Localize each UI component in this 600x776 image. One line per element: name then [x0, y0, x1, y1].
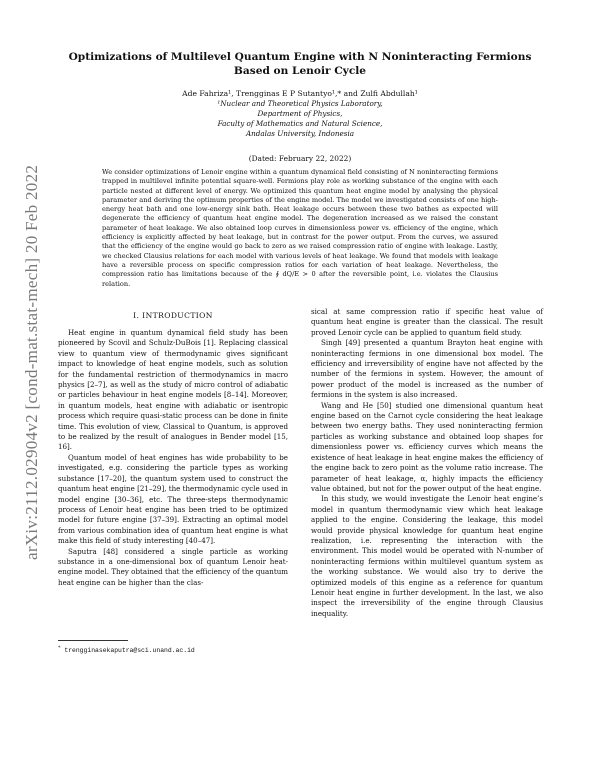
abstract: We consider optimizations of Lenoir engine within a quantum dynamical field consisting of N noninteracting fermions trapped in multilevel infinite potential square-well. Fermions play role as working substance of the engine with each particle nested at different level of energy. We optimized this quantum heat engine model by analysing the physical parameter and deriving the optimum properties of the engine model. The model we investigated consists of one high-energy heat bath and one low-energy sink bath. Heat leakage occurs between these two bathes as expected will degenerate the efficiency of quantum heat engine model. The degeneration increased as we raised the constant parameter of heat leakage. We also obtained loop curves in dimensionless power vs. efficiency of the engine, which efficiency is explicitly affected by heat leakage, but in contrast for the power output. From the curves, we assured that the efficiency of the engine would go back to zero as we raised compression ratio of engine with leakage. Lastly, we checked Clausius relations for each model with various levels of heat leakage. We found that models with leakage have a reversible process on specific compression ratios for each variation of heat leakage. Nevertheless, the compression ratio has limitations because of the ∮ dQ/E > 0 after the reversible point, i.e. violates the Clausius relation. [102, 168, 498, 288]
author-list: Ade Fahriza¹, Trengginas E P Sutantyo¹,* and Zulfi Abdullah¹ [182, 89, 418, 98]
paragraph: Heat engine in quantum dynamical field study has been pioneered by Scovil and Schulz-DuBois [1]. Replacing classical view to quantum view of thermodynamic gives significant impact to knowledge of heat engine models, such as solution for the fundamental restriction of thermodynamics in macro physics [2–7], as well as the study of micro control of adiabatic or particles behaviour in heat engine models [8–14]. Moreover, in quantum models, heat engine with adiabatic or isentropic process which require quasi-static process can be done in finite time. This evolution of view, Classical to Quantum, is approved to be realized by the result of analogues in Bender model [15, 16]. [58, 328, 288, 452]
paper-title: Optimizations of Multilevel Quantum Engine with N Noninteracting Fermions Based on Lenoir Cycle [68, 51, 532, 77]
affiliation-line: ¹Nuclear and Theoretical Physics Laboratory, [217, 99, 383, 108]
paragraph: In this study, we would investigate the Lenoir heat engine’s model in quantum thermodynamic view which heat leakage applied to the engine. Considering the leakage, this model would provide physical knowledge for quantum heat engine realization, i.e. representing the interaction with the environment. This model would be operated with N-number of noninteracting fermions within multilevel quantum system as the working substance. We would also try to derive the optimized models of this engine as a reference for quantum Lenoir heat engine in further development. In the last, we also inspect the irreversibility of the engine through Clausius inequality. [311, 494, 543, 618]
affiliation-line: Andalas University, Indonesia [245, 129, 355, 138]
affiliation-line: Faculty of Mathematics and Natural Science, [217, 119, 383, 128]
paragraph: Saputra [48] considered a single particle as working substance in a one-dimensional box of quantum Lenoir heat-engine model. They obtained that the efficiency of the quantum heat engine can be higher than the clas- [58, 546, 288, 587]
affiliation-line: Department of Physics, [257, 109, 343, 118]
affiliation [60, 99, 540, 139]
left-column [58, 328, 288, 588]
right-column [311, 307, 543, 619]
arxiv-identifier[interactable]: arXiv:2112.02904v2 [cond-mat.stat-mech] 20 Feb 2022 [22, 164, 41, 560]
paragraph: Quantum model of heat engines has wide probability to be investigated, e.g. considering the particle types as working substance [17–20], the quantum system used to construct the quantum heat engine [21–29], the thermodynamic cycle used in model engine [30–36], etc. The three-steps thermodynamic process of Lenoir heat engine has been tried to be optimized model for future engine [37–39]. Extracting an optimal model from various combination idea of quantum heat engine is what make this field of study interesting [40–47]. [58, 452, 288, 546]
footnote [58, 645, 195, 654]
date-line: (Dated: February 22, 2022) [248, 154, 352, 163]
footnote-marker: * [58, 645, 61, 651]
paragraph: Singh [49] presented a quantum Brayton heat engine with noninteracting fermions in one dimensional box model. The efficiency and irreversibility of engine have not affected by the number of the fermions in system. However, the amount of power product of the model is increased as the number of fermions in the system is also increased. [311, 338, 543, 400]
footnote-divider [58, 640, 128, 641]
section-heading-introduction: I. INTRODUCTION [133, 311, 213, 320]
paragraph: sical at same compression ratio if specific heat value of quantum heat engine is greater than the classical. The result proved Lenoir cycle can be applied to quantum field study. [311, 307, 543, 337]
paragraph: Wang and He [50] studied one dimensional quantum heat engine based on the Carnot cycle considering the heat leakage between two energy baths. They used noninteracting fermion particles as working substance and obtained loop shapes for dimensionless power vs. efficiency curves which means the existence of heat leakage in heat engine makes the efficiency of the engine back to zero point as the volume ratio increase. The parameter of heat leakage, α, highly impacts the efficiency value obtained, but not for the power output of the heat engine. [311, 400, 543, 493]
footnote-email-link[interactable]: trengginasekaputra@sci.unand.ac.id [64, 647, 195, 655]
